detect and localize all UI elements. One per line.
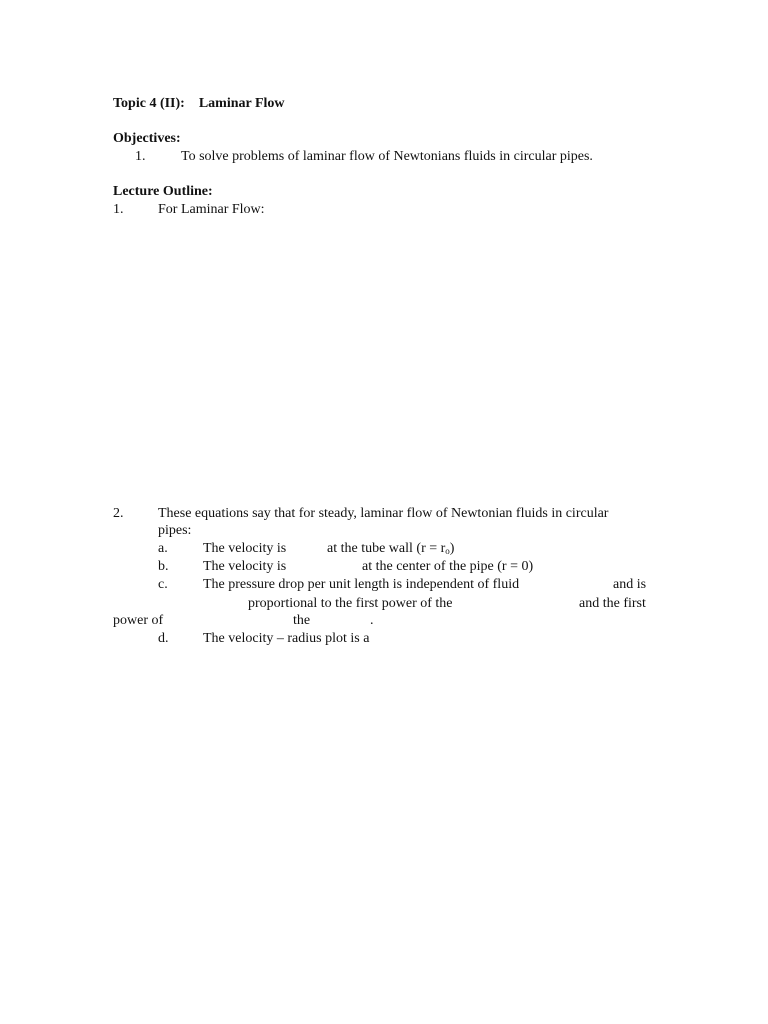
sub-item-d-text: The velocity – radius plot is a — [203, 631, 370, 646]
sub-item-b-text-after: at the center of the pipe (r = 0) — [362, 559, 534, 574]
sub-item-b-letter: b. — [158, 559, 169, 574]
objective-item-text: To solve problems of laminar flow of Newtonians fluids in circular pipes. — [181, 149, 593, 164]
outline-item-2-number: 2. — [113, 506, 124, 521]
topic-title — [113, 95, 285, 112]
topic-name: Laminar Flow — [198, 96, 285, 111]
sub-item-c-line2-b: and the first — [579, 596, 646, 611]
outline-item-1-text: For Laminar Flow: — [158, 202, 265, 217]
outline-item-2-line2: pipes: — [158, 523, 192, 538]
lecture-outline-heading: Lecture Outline: — [113, 184, 213, 199]
sub-item-b-text-before: The velocity is — [203, 559, 287, 574]
sub-item-c-line3-b: the — [293, 613, 311, 628]
sub-item-a-letter: a. — [158, 541, 168, 556]
sub-item-c-line1-b: and is — [613, 577, 647, 592]
outline-item-2-line1: These equations say that for steady, laminar flow of Newtonian fluids in circular — [158, 506, 609, 521]
sub-item-c-line3-c: . — [370, 613, 374, 628]
sub-item-c-letter: c. — [158, 577, 168, 592]
sub-item-a-text-before: The velocity is — [203, 541, 287, 556]
topic-label: Topic 4 (II): — [113, 96, 185, 111]
sub-item-c-line3-a: power of — [113, 613, 164, 628]
sub-item-a-text-after: at the tube wall $(r = r_o)$ — [327, 541, 455, 556]
sub-item-c-line1-a: The pressure drop per unit length is independent of fluid — [203, 577, 520, 592]
sub-item-c-line2-a: proportional to the first power of the — [248, 596, 453, 611]
sub-item-d-letter: d. — [158, 631, 169, 646]
objective-item-number: 1. — [135, 149, 146, 164]
outline-item-1-number: 1. — [113, 202, 124, 217]
objectives-heading: Objectives: — [113, 131, 181, 146]
